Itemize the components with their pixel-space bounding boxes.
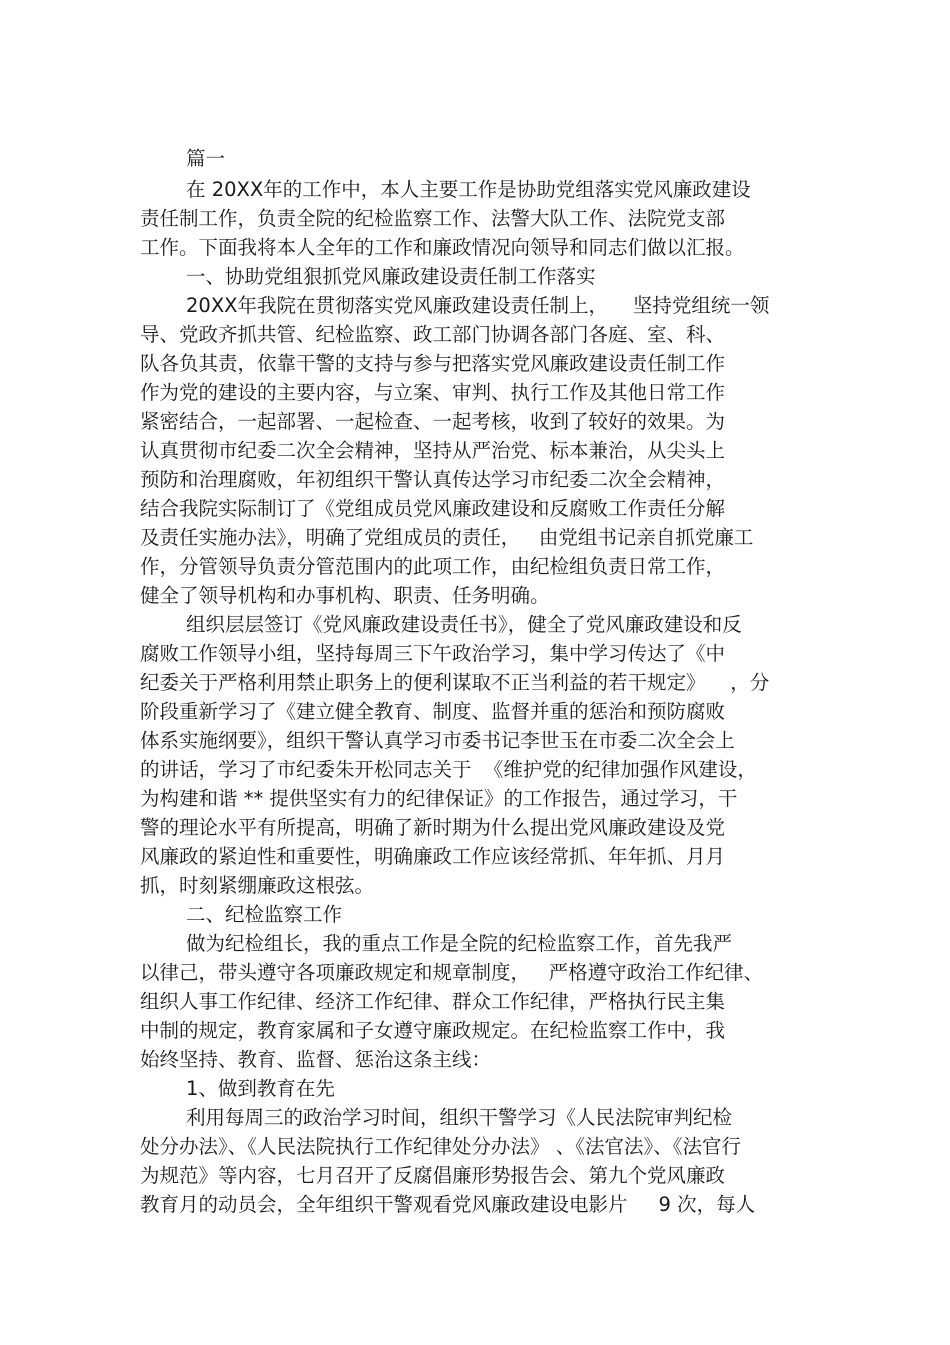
paragraph-line: 腐败工作领导小组，坚持每周三下午政治学习，集中学习传达了《中 (140, 642, 726, 665)
paragraph-line: 紧密结合，一起部署、一起检查、一起考核，收到了较好的效果。为 (140, 410, 726, 433)
paragraph-line: 纪委关于严格利用禁止职务上的便利谋取不正当利益的若干规定》 ，分 (140, 671, 770, 694)
paragraph-line: 中制的规定，教育家属和子女遵守廉政规定。在纪检监察工作中，我 (140, 1019, 726, 1042)
paragraph-line: 组织层层签订《党风廉政建设责任书》，健全了党风廉政建设和反 (186, 613, 742, 636)
paragraph-line: 预防和治理腐败，年初组织干警认真传达学习市纪委二次全会精神， (140, 468, 726, 491)
paragraph-line: 风廉政的紧迫性和重要性，明确廉政工作应该经常抓、年年抓、月月 (140, 845, 726, 868)
paragraph-line: 在 20XX年的工作中，本人主要工作是协助党组落实党风廉政建设 (186, 178, 751, 201)
paragraph-line: 始终坚持、教育、监督、惩治这条主线： (140, 1048, 492, 1071)
paragraph-line: 20XX年我院在贯彻落实党风廉政建设责任制上， 坚持党组统一领 (186, 294, 770, 317)
paragraph-line: 体系实施纲要》，组织干警认真学习市委书记李世玉在市委二次全会上 (140, 729, 735, 752)
subsection-heading: 一、协助党组狠抓党风廉政建设责任制工作落实 (186, 265, 596, 288)
paragraph-line: 警的理论水平有所提高，明确了新时期为什么提出党风廉政建设及党 (140, 816, 726, 839)
paragraph-line: 认真贯彻市纪委二次全会精神，坚持从严治党、标本兼治，从尖头上 (140, 439, 726, 462)
item-heading: 1、做到教育在先 (186, 1077, 335, 1100)
paragraph-line: 结合我院实际制订了《党组成员党风廉政建设和反腐败工作责任分解 (140, 497, 726, 520)
section-heading: 篇一 (186, 147, 226, 170)
paragraph-line: 以律己，带头遵守各项廉政规定和规章制度， 严格遵守政治工作纪律、 (140, 961, 764, 984)
paragraph-line: 为构建和谐 ** 提供坚实有力的纪律保证》的工作报告，通过学习，干 (140, 787, 738, 810)
paragraph-line: 做为纪检组长，我的重点工作是全院的纪检监察工作，首先我严 (186, 932, 733, 955)
paragraph-line: 健全了领导机构和办事机构、职责、任务明确。 (140, 584, 550, 607)
paragraph-line: 组织人事工作纪律、经济工作纪律、群众工作纪律，严格执行民主集 (140, 990, 726, 1013)
subsection-heading: 二、纪检监察工作 (186, 903, 343, 926)
paragraph-line: 队各负其责，依靠干警的支持与参与把落实党风廉政建设责任制工作 (140, 352, 726, 375)
paragraph-line: 导、党政齐抓共管、纪检监察、政工部门协调各部门各庭、室、科、 (140, 323, 726, 346)
paragraph-line: 利用每周三的政治学习时间，组织干警学习《人民法院审判纪检 (186, 1106, 733, 1129)
paragraph-line: 责任制工作，负责全院的纪检监察工作、法警大队工作、法院党支部 (140, 207, 726, 230)
paragraph-line: 作，分管领导负责分管范围内的此项工作，由纪检组负责日常工作， (140, 555, 726, 578)
paragraph-line: 的讲话，学习了市纪委朱开松同志关于 《维护党的纪律加强作风建设， (140, 758, 757, 781)
paragraph-line: 作为党的建设的主要内容，与立案、审判、执行工作及其他日常工作 (140, 381, 726, 404)
paragraph-line: 抓，时刻紧绷廉政这根弦。 (140, 874, 375, 897)
paragraph-line: 处分办法》、《人民法院执行工作纪律处分办法》 、《法官法》、《法官行 (140, 1135, 741, 1158)
paragraph-line: 工作。下面我将本人全年的工作和廉政情况向领导和同志们做以汇报。 (140, 236, 745, 259)
paragraph-line: 及责任实施办法》，明确了党组成员的责任， 由党组书记亲自抓党廉工 (140, 526, 754, 549)
paragraph-line: 教育月的动员会，全年组织干警观看党风廉政建设电影片 9 次，每人 (140, 1193, 756, 1216)
paragraph-line: 阶段重新学习了《建立健全教育、制度、监督并重的惩治和预防腐败 (140, 700, 726, 723)
paragraph-line: 为规范》等内容，七月召开了反腐倡廉形势报告会、第九个党风廉政 (140, 1164, 726, 1187)
